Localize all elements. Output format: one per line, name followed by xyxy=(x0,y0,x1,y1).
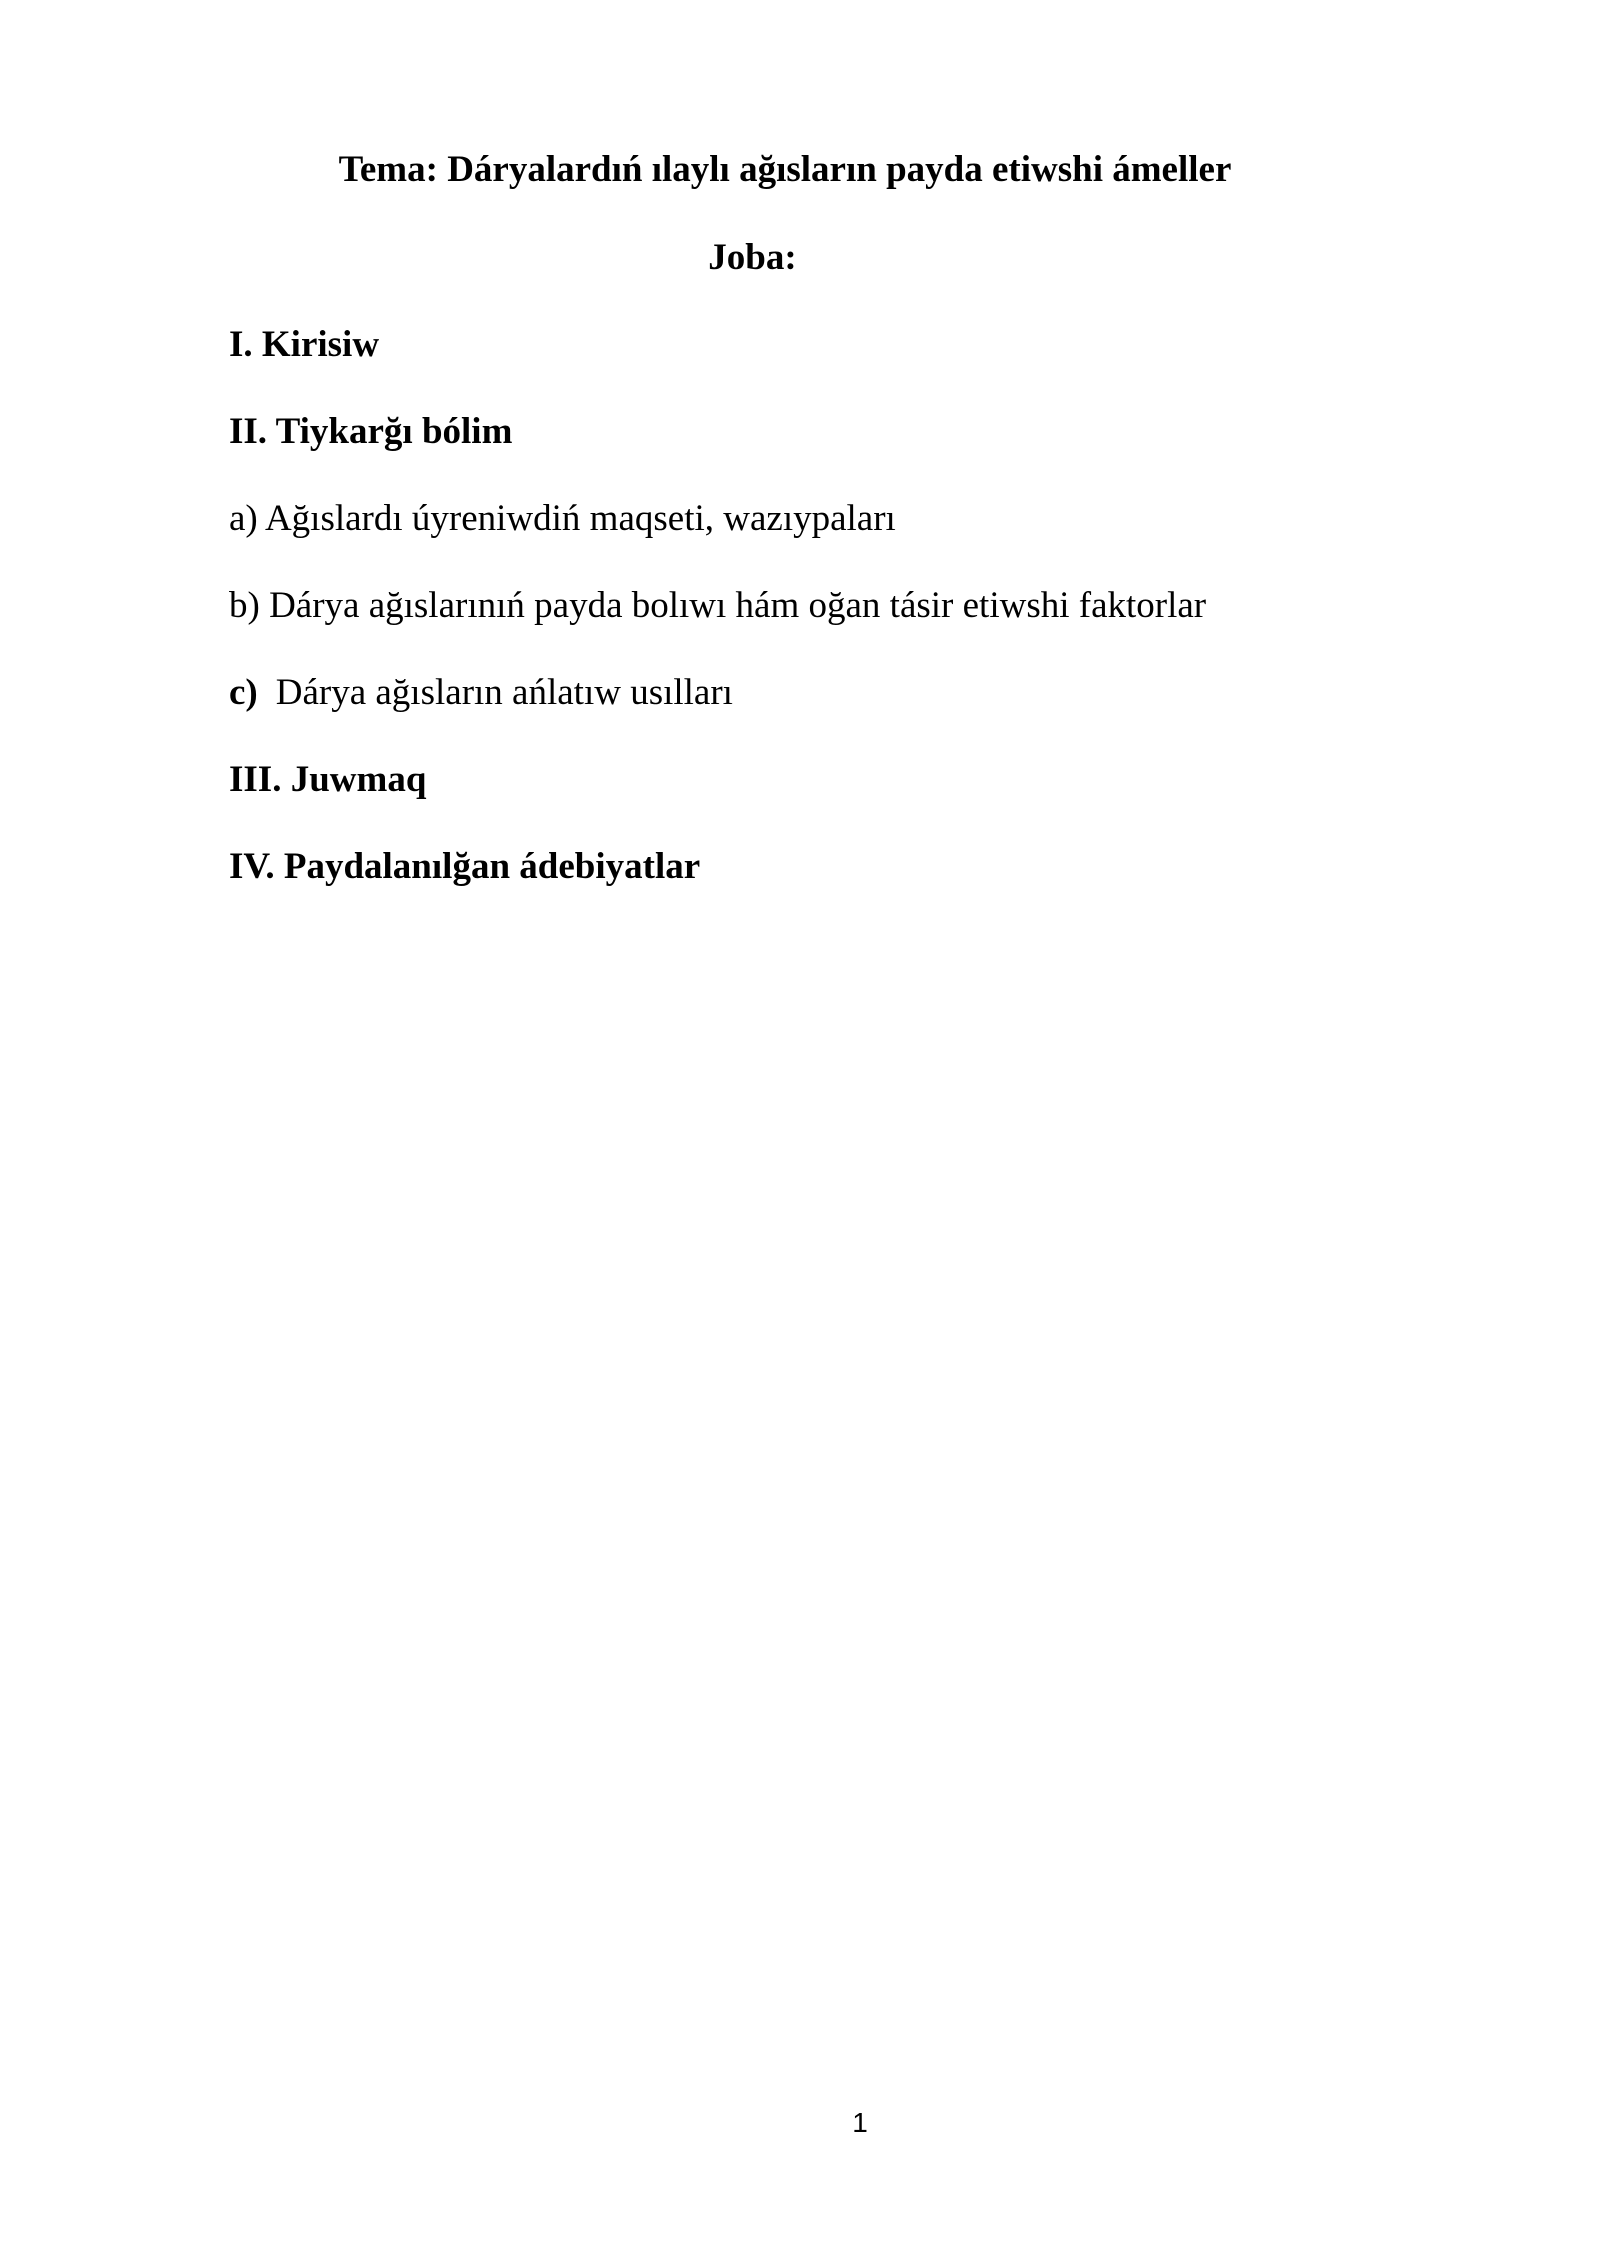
page-number: 1 xyxy=(852,2107,868,2138)
outline-subitem-c-marker: c) xyxy=(229,672,258,713)
plan-heading: Joba: xyxy=(708,237,797,278)
outline-item-references: IV. Paydalanılğan ádebiyatlar xyxy=(229,846,701,887)
outline-subitem-c xyxy=(229,671,733,715)
outline-item-main-part: II. Tiykarğı bólim xyxy=(229,411,513,452)
outline-item-introduction: I. Kirisiw xyxy=(229,324,380,365)
outline-subitem-a: a) Ağıslardı úyreniwdiń maqseti, wazıypaları xyxy=(229,498,896,539)
document-title: Tema: Dáryalardıń ılaylı ağısların payda etiwshi ámeller xyxy=(338,149,1232,190)
outline-subitem-b: b) Dárya ağıslarınıń payda bolıwı hám oğan tásir etiwshi faktorlar xyxy=(229,585,1207,626)
outline-subitem-c-text: Dárya ağısların ańlatıw usılları xyxy=(275,672,733,713)
outline-item-conclusion: III. Juwmaq xyxy=(229,759,427,800)
